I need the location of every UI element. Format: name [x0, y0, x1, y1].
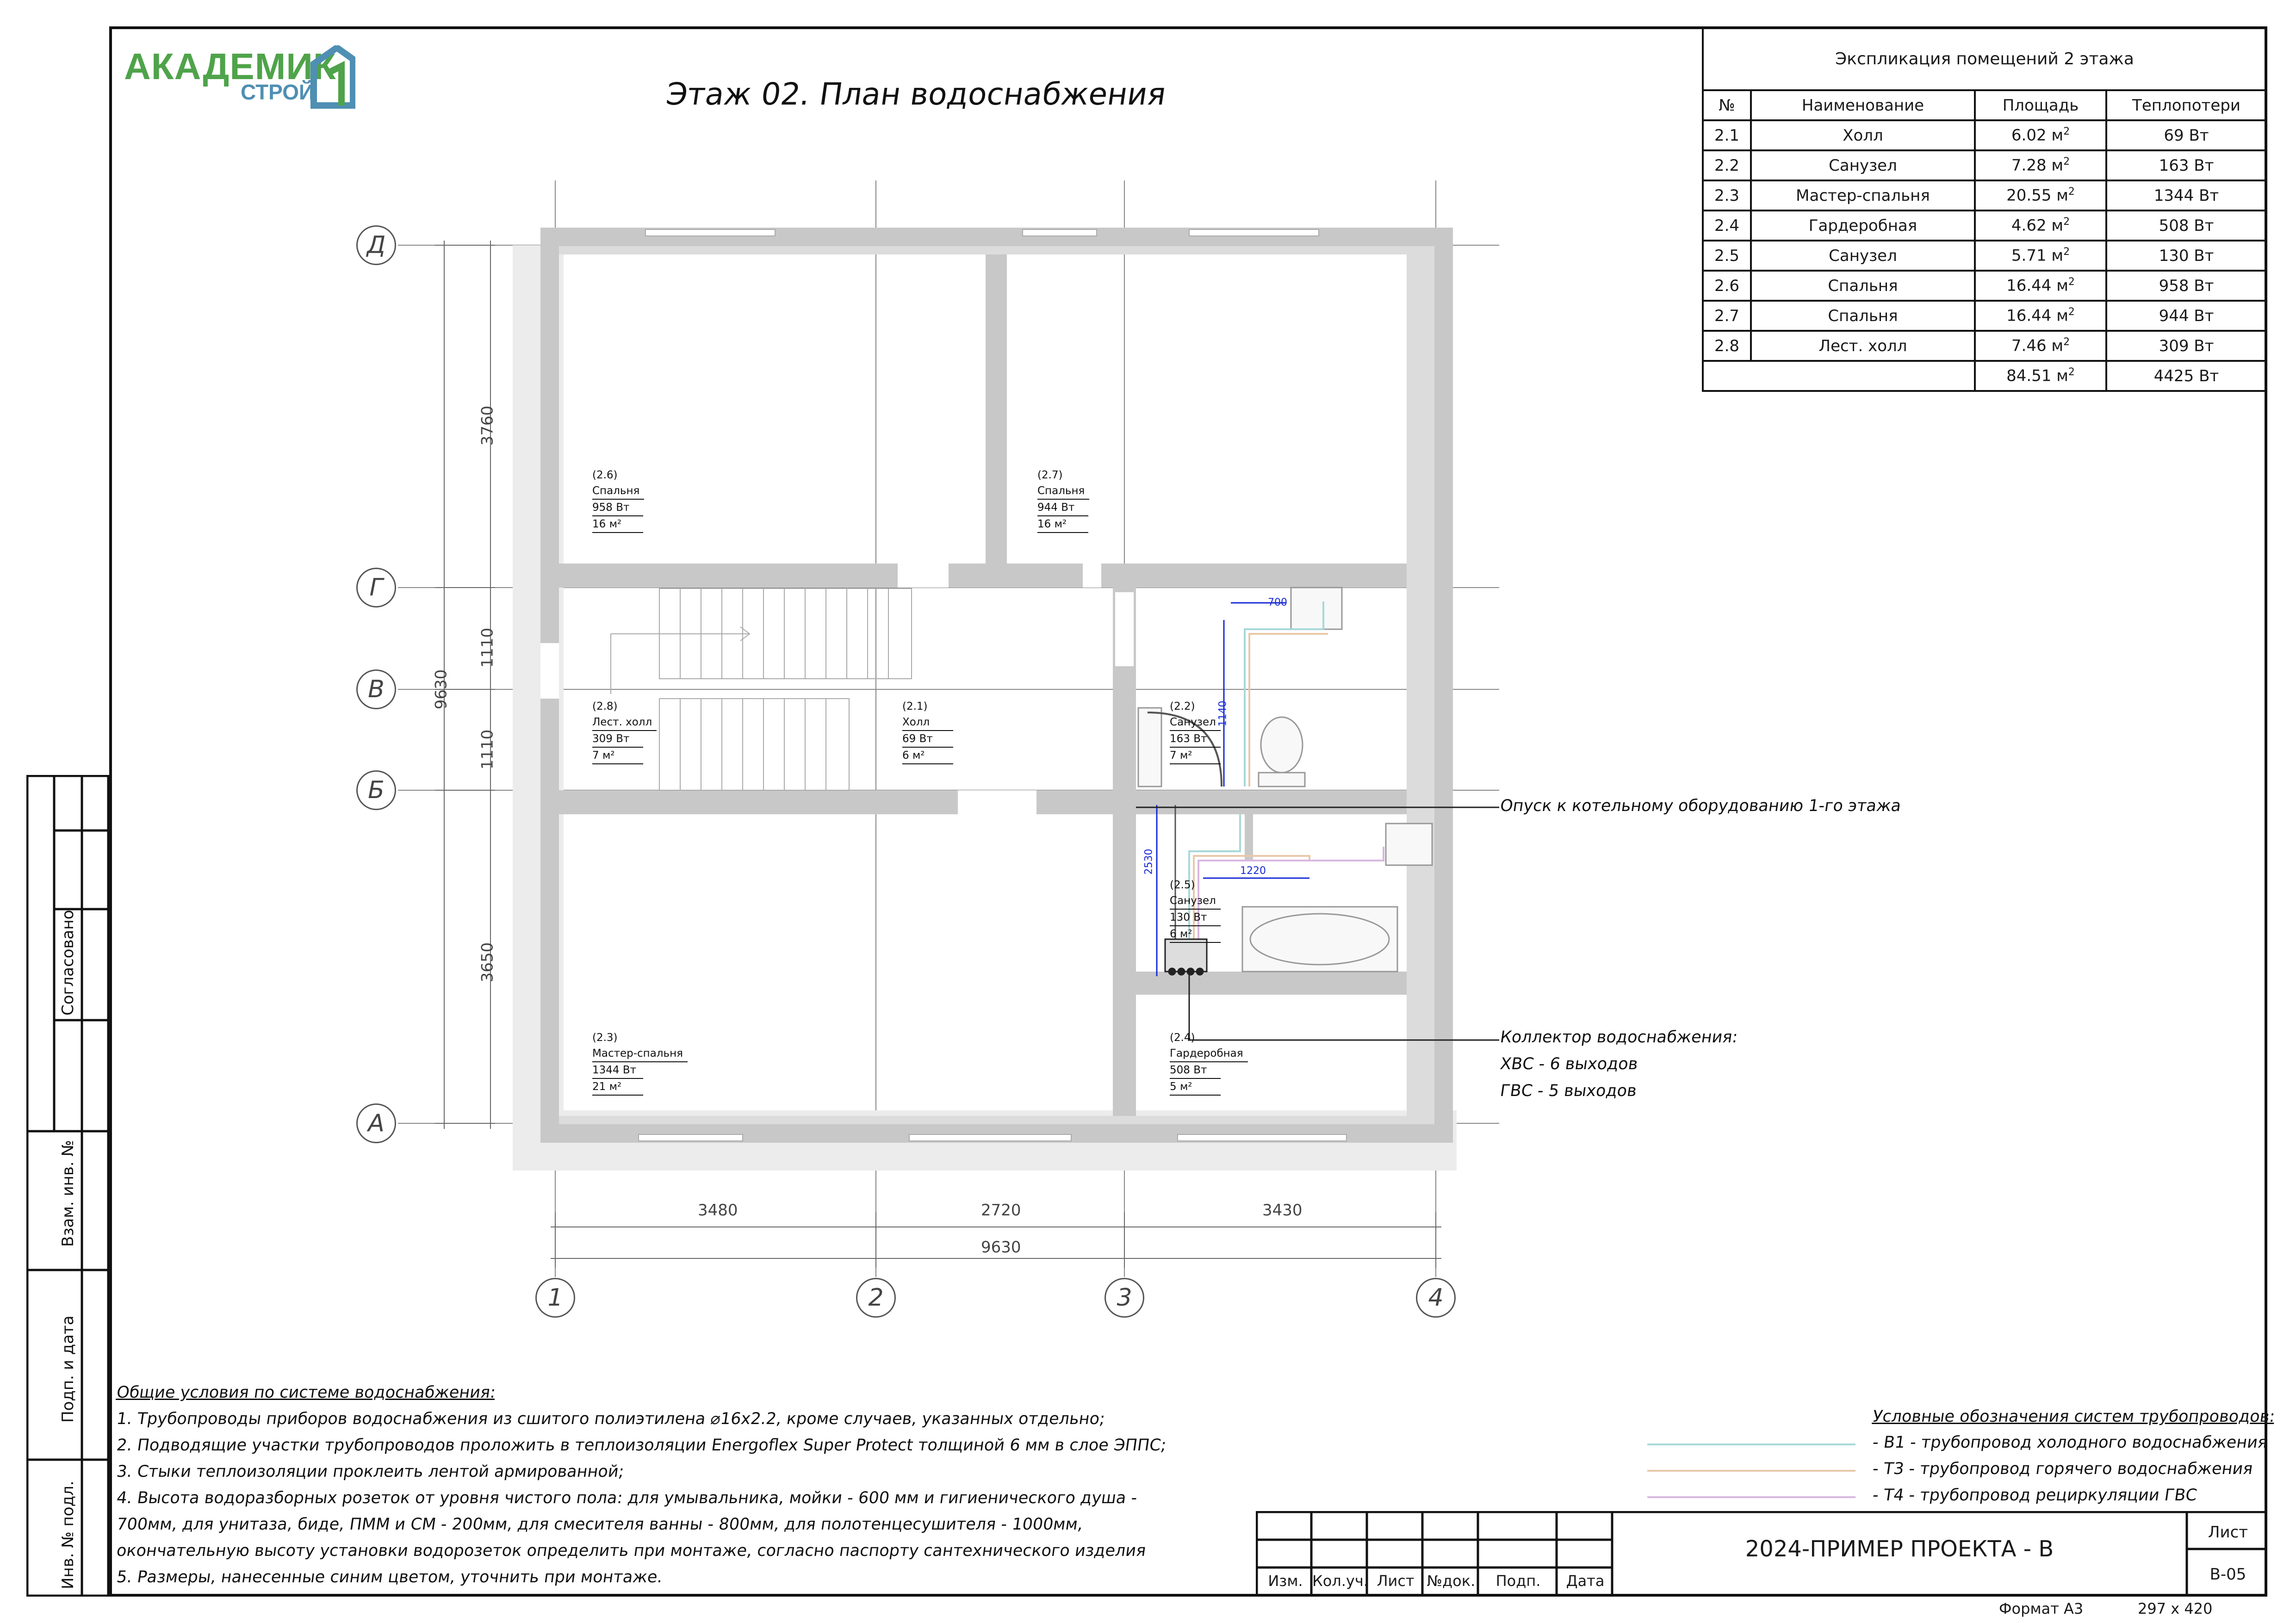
axis-row-g: Г	[356, 568, 396, 607]
agreed-label: Согласовано	[59, 910, 77, 1016]
notes-line-3: 3. Стыки теплоизоляции проклеить лентой армированной;	[115, 1462, 626, 1481]
row-num: 2.6	[1703, 271, 1751, 301]
row-heat: 130 Вт	[2106, 241, 2266, 271]
dim-bottom-3: 3430	[1262, 1201, 1303, 1220]
walls	[540, 228, 1453, 1143]
row-heat: 1344 Вт	[2106, 180, 2266, 211]
dim-left-2: 1110	[478, 627, 497, 668]
legend-item-t3: - Т3 - трубопровод горячего водоснабжения	[1871, 1460, 2254, 1478]
row-name: Холл	[1751, 120, 1975, 150]
legend-swatch-t3	[1647, 1470, 1855, 1472]
row-name: Санузел	[1751, 241, 1975, 271]
row-num: 2.2	[1703, 150, 1751, 180]
row-heat: 163 Вт	[2106, 150, 2266, 180]
notes-line-7: 5. Размеры, нанесенные синим цветом, уточнить при монтаже.	[115, 1568, 664, 1586]
inv-replace-label: Взам. инв. №	[59, 1140, 77, 1247]
notes-line-5: 700мм, для унитаза, биде, ПММ и СМ - 200мм, для смесителя ванны - 800мм, для полотенцесушителя - 1000мм,	[115, 1515, 1085, 1534]
stamp-col-data: Дата	[1566, 1572, 1605, 1590]
row-name: Спальня	[1751, 271, 1975, 301]
stamp-col-list: Лист	[1377, 1572, 1415, 1590]
row-area: 7.46 $м^2$	[1975, 331, 2106, 361]
row-name: Гардеробная	[1751, 211, 1975, 241]
notes-line-2: 2. Подводящие участки трубопроводов проложить в теплоизоляции Energoflex Super Protect толщиной 6 мм в слое ЭППС;	[115, 1436, 1168, 1455]
format-size: 297 х 420	[2138, 1600, 2213, 1617]
axis-col-4: 4	[1416, 1278, 1456, 1318]
row-area: 20.55 $м^2$	[1975, 180, 2106, 211]
total-heat: 4425 Вт	[2106, 361, 2266, 391]
dim-bottom-1: 3480	[698, 1201, 738, 1220]
legend-heading: Условные обозначения систем трубопроводов:	[1871, 1407, 2277, 1426]
company-logo-text: АКАДЕМИК	[124, 46, 336, 87]
row-num: 2.7	[1703, 301, 1751, 331]
row-heat: 508 Вт	[2106, 211, 2266, 241]
pipe-dim-1220: 1220	[1240, 865, 1266, 877]
stamp-col-podp: Подп.	[1496, 1572, 1541, 1590]
row-heat: 944 Вт	[2106, 301, 2266, 331]
room-label-2-2: (2.2) Санузел 163 Вт 7 м²	[1170, 699, 1221, 764]
row-num: 2.5	[1703, 241, 1751, 271]
pipe-dim-1140: 1140	[1217, 700, 1229, 727]
room-label-2-5: (2.5) Санузел 130 Вт 6 м²	[1170, 877, 1221, 943]
axis-row-d: Д	[356, 225, 396, 265]
col-area-header: Площадь	[1975, 90, 2106, 120]
stamp-project-title: 2024-ПРИМЕР ПРОЕКТА - В	[1745, 1536, 2054, 1562]
page-title: Этаж 02. План водоснабжения	[664, 76, 1168, 112]
dim-left-4: 3650	[478, 942, 497, 983]
legend-swatch-b1	[1647, 1443, 1855, 1445]
legend-swatch-t4	[1647, 1496, 1855, 1498]
inv-orig-label: Инв. № подл.	[59, 1481, 77, 1589]
notes-line-4: 4. Высота водоразборных розеток от уровня чистого пола: для умывальника, мойки - 600 мм и гигиенического душа -	[115, 1489, 1139, 1507]
room-label-2-6: (2.6) Спальня 958 Вт 16 м²	[592, 467, 644, 533]
row-name: Санузел	[1751, 150, 1975, 180]
collector-callout-2: ХВС - 6 выходов	[1499, 1055, 1639, 1073]
explication-title: Экспликация помещений 2 этажа	[1703, 27, 2266, 90]
row-heat: 958 Вт	[2106, 271, 2266, 301]
axis-row-v: В	[356, 669, 396, 709]
row-area: 5.71 $м^2$	[1975, 241, 2106, 271]
row-num: 2.3	[1703, 180, 1751, 211]
dim-bottom-total: 9630	[981, 1238, 1021, 1257]
legend-item-t4: - Т4 - трубопровод рециркуляции ГВС	[1871, 1486, 2198, 1505]
collector	[1165, 939, 1207, 975]
row-num: 2.4	[1703, 211, 1751, 241]
row-area: 6.02 $м^2$	[1975, 120, 2106, 150]
room-label-2-8: (2.8) Лест. холл 309 Вт 7 м²	[592, 699, 657, 764]
row-area: 7.28 $м^2$	[1975, 150, 2106, 180]
room-label-2-4: (2.4) Гардеробная 508 Вт 5 м²	[1170, 1030, 1248, 1096]
dim-bottom-2: 2720	[981, 1201, 1021, 1220]
notes-line-1: 1. Трубопроводы приборов водоснабжения из сшитого полиэтилена ⌀16х2.2, кроме случаев, указанных отдельно;	[115, 1410, 1106, 1428]
col-num-header: №	[1703, 90, 1751, 120]
stamp-col-izm: Изм.	[1268, 1572, 1303, 1590]
row-num: 2.1	[1703, 120, 1751, 150]
stamp-col-ndok: №док.	[1427, 1572, 1476, 1590]
row-name: Лест. холл	[1751, 331, 1975, 361]
format-label: Формат А3	[1999, 1600, 2084, 1617]
riser-callout: Опуск к котельному оборудованию 1-го этажа	[1499, 797, 1903, 815]
sign-date-label: Подп. и дата	[59, 1315, 77, 1423]
row-name: Мастер-спальня	[1751, 180, 1975, 211]
room-label-2-3: (2.3) Мастер-спальня 1344 Вт 21 м²	[592, 1030, 688, 1096]
row-num: 2.8	[1703, 331, 1751, 361]
row-heat: 69 Вт	[2106, 120, 2266, 150]
col-heat-header: Теплопотери	[2106, 90, 2266, 120]
axis-col-1: 1	[535, 1278, 575, 1318]
notes-heading: Общие условия по системе водоснабжения:	[115, 1383, 497, 1402]
total-area: 84.51 $м^2$	[1975, 361, 2106, 391]
room-label-2-1: (2.1) Холл 69 Вт 6 м²	[902, 699, 953, 764]
collector-callout-3: ГВС - 5 выходов	[1499, 1082, 1638, 1100]
stamp-col-kolych: Кол.уч.	[1312, 1572, 1368, 1590]
notes-line-6: окончательную высоту установки водорозеток определить при монтаже, согласно паспорту сантехнического изделия	[115, 1542, 1148, 1560]
axis-col-2: 2	[856, 1278, 896, 1318]
dim-left-3: 1110	[478, 729, 497, 770]
axis-col-3: 3	[1105, 1278, 1144, 1318]
row-area: 4.62 $м^2$	[1975, 211, 2106, 241]
room-label-2-7: (2.7) Спальня 944 Вт 16 м²	[1037, 467, 1089, 533]
axis-row-a: А	[356, 1103, 396, 1143]
row-heat: 309 Вт	[2106, 331, 2266, 361]
row-area: 16.44 $м^2$	[1975, 271, 2106, 301]
company-logo-subtext: СТРОЙ	[241, 80, 315, 104]
pipe-dim-2530: 2530	[1143, 849, 1155, 875]
collector-callout-1: Коллектор водоснабжения:	[1499, 1028, 1739, 1047]
dim-left-1: 3760	[478, 405, 497, 446]
col-name-header: Наименование	[1751, 90, 1975, 120]
row-area: 16.44 $м^2$	[1975, 301, 2106, 331]
axis-row-b: Б	[356, 770, 396, 810]
stamp-sheet-value: В-05	[2209, 1565, 2246, 1584]
pipe-dim-700: 700	[1268, 597, 1287, 608]
legend-item-b1: - В1 - трубопровод холодного водоснабжения	[1871, 1433, 2269, 1452]
stamp-sheet-label: Лист	[2208, 1523, 2248, 1542]
row-name: Спальня	[1751, 301, 1975, 331]
dim-left-total: 9630	[432, 669, 451, 710]
